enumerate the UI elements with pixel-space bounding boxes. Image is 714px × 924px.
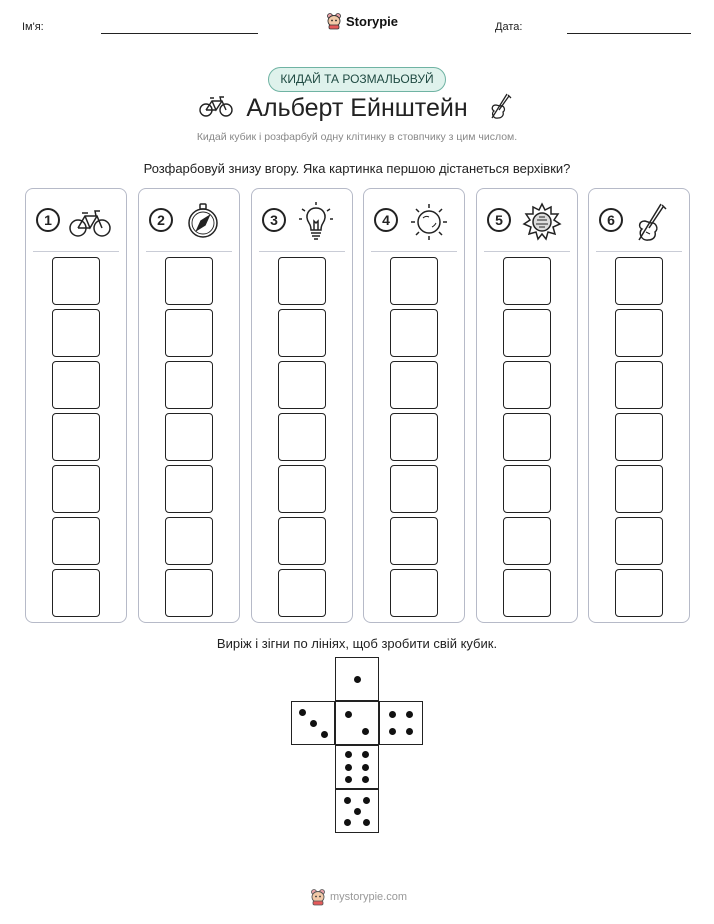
compass-icon <box>185 201 221 241</box>
dice-pip <box>362 751 369 758</box>
dice-face <box>335 789 379 833</box>
dice-pip <box>362 776 369 783</box>
color-cell <box>503 361 551 409</box>
dice-pip <box>389 711 396 718</box>
storypie-mascot-icon <box>310 888 326 906</box>
column-4 <box>363 188 465 623</box>
column-number: 1 <box>36 208 60 232</box>
color-cell <box>390 569 438 617</box>
date-label: Дата: <box>495 21 523 33</box>
dice-pip <box>406 728 413 735</box>
color-cell <box>278 361 326 409</box>
color-cell <box>278 309 326 357</box>
color-cell <box>52 361 100 409</box>
column-6 <box>588 188 690 623</box>
lightbulb-icon <box>296 201 336 243</box>
color-cell <box>615 361 663 409</box>
storypie-mascot-icon <box>326 12 342 30</box>
color-cell <box>278 569 326 617</box>
brand-logo <box>326 12 398 30</box>
color-cell <box>165 465 213 513</box>
color-cell <box>615 413 663 461</box>
color-cell <box>615 517 663 565</box>
color-cell <box>52 413 100 461</box>
column-header <box>26 189 126 251</box>
column-number: 6 <box>599 208 623 232</box>
column-3 <box>251 188 353 623</box>
name-label: Ім'я: <box>22 21 44 33</box>
column-divider <box>259 251 345 252</box>
column-header <box>139 189 239 251</box>
column-divider <box>146 251 232 252</box>
dice-face <box>335 701 379 745</box>
name-line <box>101 33 258 34</box>
color-cell <box>503 309 551 357</box>
dice-pip <box>389 728 396 735</box>
column-number: 4 <box>374 208 398 232</box>
color-cell <box>165 517 213 565</box>
dice-pip <box>363 819 370 826</box>
dice-pip <box>354 676 361 683</box>
color-cell <box>165 257 213 305</box>
color-cell <box>390 465 438 513</box>
dice-face <box>379 701 423 745</box>
dice-face <box>335 657 379 701</box>
column-header <box>252 189 352 251</box>
dice-pip <box>321 731 328 738</box>
color-cell <box>390 361 438 409</box>
column-divider <box>596 251 682 252</box>
column-header <box>477 189 577 251</box>
color-cell <box>52 465 100 513</box>
color-cell <box>390 257 438 305</box>
moon-icon <box>408 201 450 243</box>
activity-tag: КИДАЙ ТА РОЗМАЛЬОВУЙ <box>268 67 446 92</box>
dice-pip <box>406 711 413 718</box>
column-2 <box>138 188 240 623</box>
color-cell <box>390 309 438 357</box>
color-cell <box>278 465 326 513</box>
dice-pip <box>345 711 352 718</box>
subtitle: Кидай кубик і розфарбуй одну клітинку в стовпчику з цим числом. <box>196 131 518 143</box>
dice-pip <box>345 776 352 783</box>
dice-pip <box>345 764 352 771</box>
violin-icon <box>635 201 671 243</box>
color-cell <box>615 569 663 617</box>
column-5 <box>476 188 578 623</box>
column-number: 5 <box>487 208 511 232</box>
color-cell <box>52 569 100 617</box>
dice-pip <box>354 808 361 815</box>
brand-name: Storypie <box>346 13 399 29</box>
dice-pip <box>363 797 370 804</box>
column-number: 2 <box>149 208 173 232</box>
color-cell <box>165 361 213 409</box>
color-cell <box>52 257 100 305</box>
column-header <box>589 189 689 251</box>
column-1 <box>25 188 127 623</box>
footer-url: mystorypie.com <box>330 891 408 903</box>
column-divider <box>371 251 457 252</box>
dice-pip <box>344 819 351 826</box>
color-cell <box>278 257 326 305</box>
violin-icon <box>489 92 515 120</box>
color-cell <box>503 257 551 305</box>
color-cell <box>165 413 213 461</box>
sun-icon <box>521 201 563 243</box>
dice-pip <box>310 720 317 727</box>
bicycle-icon <box>68 201 112 241</box>
dice-pip <box>344 797 351 804</box>
color-cell <box>390 517 438 565</box>
color-cell <box>615 465 663 513</box>
dice-pip <box>362 728 369 735</box>
color-cell <box>52 517 100 565</box>
dice-face <box>291 701 335 745</box>
column-divider <box>33 251 119 252</box>
color-cell <box>278 413 326 461</box>
color-cell <box>503 413 551 461</box>
color-cell <box>503 569 551 617</box>
instruction: Розфарбовуй знизу вгору. Яка картинка першою дістанеться верхівки? <box>143 161 571 176</box>
dice-face <box>335 745 379 789</box>
column-divider <box>484 251 570 252</box>
color-cell <box>165 309 213 357</box>
cut-instruction: Виріж і зігни по лініях, щоб зробити свій кубик. <box>216 636 498 651</box>
color-cell <box>165 569 213 617</box>
color-cell <box>503 465 551 513</box>
color-cell <box>615 257 663 305</box>
color-cell <box>503 517 551 565</box>
date-line <box>567 33 691 34</box>
page-title: Альберт Ейнштейн <box>246 94 468 122</box>
color-cell <box>615 309 663 357</box>
dice-pip <box>299 709 306 716</box>
color-cell <box>390 413 438 461</box>
dice-pip <box>362 764 369 771</box>
column-number: 3 <box>262 208 286 232</box>
footer <box>310 888 407 906</box>
column-header <box>364 189 464 251</box>
color-cell <box>278 517 326 565</box>
color-cell <box>52 309 100 357</box>
dice-pip <box>345 751 352 758</box>
